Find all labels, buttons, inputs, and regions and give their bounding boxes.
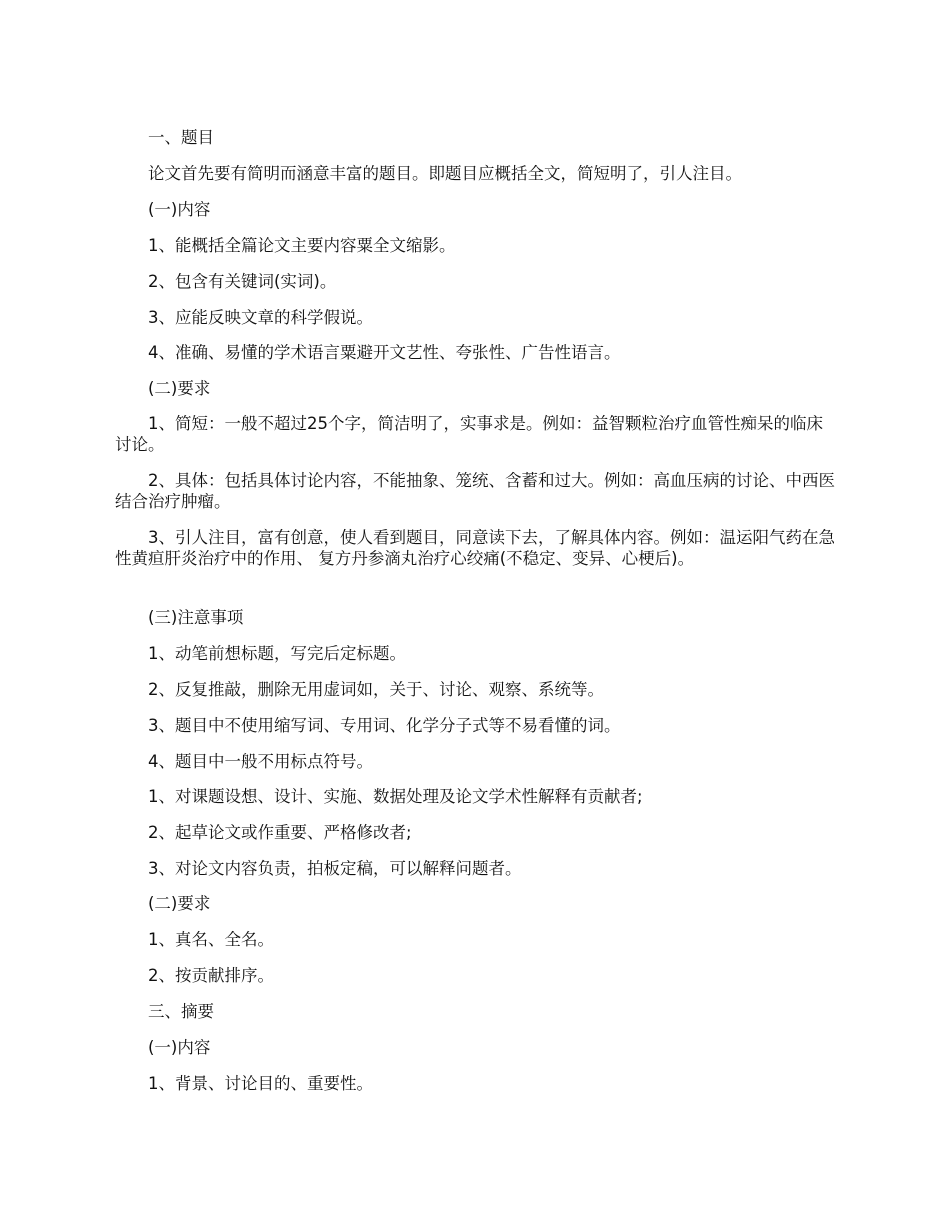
list-item: 4、准确、易懂的学术语言粟避开文艺性、夸张性、广告性语言。: [148, 343, 621, 362]
list-item: 3、题目中不使用缩写词、专用词、化学分子式等不易看懂的词。: [148, 716, 621, 735]
list-item: 1、对课题设想、设计、实施、数据处理及论文学术性解释有贡献者;: [148, 787, 643, 806]
list-item: 3、引人注目，富有创意，使人看到题目，同意读下去，了解具体内容。例如：温运阳气药在急性黄疸肝炎治疗中的作用、 复方丹参滴丸治疗心绞痛(不稳定、变异、心梗后)。: [115, 528, 835, 568]
list-item: 2、反复推敲，删除无用虚词如，关于、讨论、观察、系统等。: [148, 680, 604, 699]
subheading-notes: (三)注意事项: [148, 608, 244, 627]
list-item: 1、真名、全名。: [148, 930, 274, 949]
list-item: 3、应能反映文章的科学假说。: [148, 308, 373, 327]
heading-title-section: 一、题目: [148, 128, 214, 147]
list-item: 3、对论文内容负责，拍板定稿，可以解释问题者。: [148, 859, 522, 878]
heading-abstract-section: 三、摘要: [148, 1002, 214, 1021]
list-item: 2、包含有关键词(实词)。: [148, 272, 337, 291]
subheading-content: (一)内容: [148, 1038, 211, 1057]
subheading-requirements: (二)要求: [148, 379, 211, 398]
list-item: 1、背景、讨论目的、重要性。: [148, 1074, 373, 1093]
list-item: 1、能概括全篇论文主要内容粟全文缩影。: [148, 236, 456, 255]
list-item: 1、动笔前想标题，写完后定标题。: [148, 644, 406, 663]
subheading-content: (一)内容: [148, 200, 211, 219]
list-item: 2、具体：包括具体讨论内容，不能抽象、笼统、含蓄和过大。例如：高血压病的讨论、中西医结合治疗肿瘤。: [115, 471, 835, 511]
subheading-requirements: (二)要求: [148, 894, 211, 913]
list-item: 4、题目中一般不用标点符号。: [148, 752, 373, 771]
list-item: 2、按贡献排序。: [148, 966, 274, 985]
list-item: 2、起草论文或作重要、严格修改者;: [148, 823, 412, 842]
paragraph: 论文首先要有简明而涵意丰富的题目。即题目应概括全文，简短明了，引人注目。: [148, 164, 742, 183]
list-item: 1、简短：一般不超过25个字，简洁明了，实事求是。例如：益智颗粒治疗血管性痴呆的临床讨论。: [115, 414, 823, 454]
